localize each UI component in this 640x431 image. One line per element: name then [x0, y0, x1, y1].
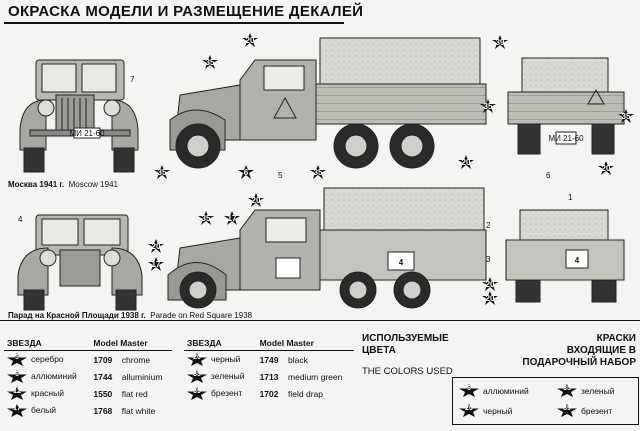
star-callout-20-top: [242, 33, 258, 47]
table2-head-star: ЗВЕЗДА: [184, 336, 257, 351]
svg-text:20: 20: [485, 280, 495, 289]
svg-text:35: 35: [157, 168, 167, 177]
svg-text:20: 20: [485, 294, 495, 303]
rear-view-parade: [506, 210, 624, 302]
table1-head-mm: Model Master: [90, 336, 172, 351]
callout-3: 3: [486, 255, 491, 264]
star-badge-icon: 39: [557, 404, 577, 417]
svg-text:20: 20: [151, 242, 161, 251]
star-callout-35-side: [310, 165, 326, 179]
table1-head-star: ЗВЕЗДА: [4, 336, 90, 351]
svg-text:35: 35: [313, 168, 323, 177]
callout-4-front: 4: [18, 215, 23, 224]
svg-text:20: 20: [461, 158, 471, 167]
svg-text:17: 17: [227, 214, 237, 223]
side-number: 4: [398, 258, 404, 267]
svg-text:35: 35: [205, 58, 215, 67]
callout-6-rear: 6: [546, 171, 551, 180]
star-callout-20-b4: [482, 291, 498, 305]
used-colors-en: THE COLORS USED: [362, 366, 453, 377]
svg-text:20: 20: [601, 164, 611, 173]
table-row: 17 белый 1768 flat white: [4, 402, 172, 419]
star-badge-icon: 20: [459, 404, 479, 417]
table-row: 35 зеленый 1713 medium green: [184, 368, 354, 385]
svg-text:17: 17: [151, 260, 161, 269]
caption-parade: Парад на Красной Площади 1938 г. Parade on Red Square 1938: [8, 311, 253, 320]
paint-table-2: [184, 336, 354, 402]
svg-text:20: 20: [251, 196, 261, 205]
star-badge-icon: 17: [7, 404, 27, 417]
front-view-moscow: [20, 60, 138, 172]
star-callout-35-top: [202, 55, 218, 69]
star-badge-icon: 5: [7, 353, 27, 366]
table2-head-mm: Model Master: [257, 336, 354, 351]
table-row: 20 черный 1749 black: [184, 351, 354, 369]
star-badge-icon: 20: [187, 353, 207, 366]
svg-text:35: 35: [201, 214, 211, 223]
star-callout-20-rear: [598, 161, 614, 175]
list-item: 6 аллюминий: [459, 384, 529, 397]
table-row: 12 красный 1550 flat red: [4, 385, 172, 402]
side-view-parade: [168, 188, 486, 308]
table-row: 39 брезент 1702 field drap: [184, 385, 354, 402]
list-item: 39 брезент: [557, 404, 612, 417]
star-callout-6-top: [238, 165, 254, 179]
star-callout-35-bottom: [154, 165, 170, 179]
rear-number: 4: [574, 256, 580, 265]
callout-2: 2: [486, 221, 491, 230]
svg-text:39: 39: [495, 38, 505, 47]
caption-moscow: Москва 1941 г. Moscow 1941: [8, 180, 118, 189]
star-callout-39-top: [492, 35, 508, 49]
table-row: 6 аллюминий 1744 alluminium: [4, 368, 172, 385]
star-badge-icon: 39: [187, 387, 207, 400]
front-view-parade: [18, 215, 142, 310]
list-item: 20 черный: [459, 404, 512, 417]
star-callout-35-b: [198, 211, 214, 225]
divider: [0, 320, 640, 321]
used-colors-ru-1: ИСПОЛЬЗУЕМЫЕ: [362, 333, 449, 344]
used-colors-ru-2: ЦВЕТА: [362, 345, 396, 356]
svg-text:6: 6: [243, 168, 249, 177]
paint-table-1: [4, 336, 172, 419]
star-callout-20-b2: [148, 239, 164, 253]
callout-7: 7: [130, 75, 135, 84]
svg-text:35: 35: [483, 102, 493, 111]
front-plate-top: МИ 21-60: [69, 129, 105, 138]
svg-text:35: 35: [621, 112, 631, 121]
star-badge-icon: 35: [557, 384, 577, 397]
list-item: 35 зеленый: [557, 384, 615, 397]
callout-1: 1: [568, 193, 573, 202]
side-view-moscow: [170, 38, 486, 168]
star-badge-icon: 6: [7, 370, 27, 383]
gift-set-box: [452, 377, 639, 425]
star-callout-17-b2: [148, 257, 164, 271]
star-badge-icon: 12: [7, 387, 27, 400]
table-row: 5 серебро 1709 chrome: [4, 351, 172, 369]
gift-set-heading: КРАСКИ ВХОДЯЩИЕ В ПОДАРОЧНЫЙ НАБОР: [522, 333, 636, 368]
svg-text:20: 20: [245, 36, 255, 45]
star-badge-icon: 6: [459, 384, 479, 397]
page-title: ОКРАСКА МОДЕЛИ И РАЗМЕЩЕНИЕ ДЕКАЛЕЙ: [8, 3, 364, 20]
callout-5-top: 5: [278, 171, 283, 180]
star-badge-icon: 35: [187, 370, 207, 383]
star-callout-20-side: [458, 155, 474, 169]
star-callout-20-b1: [248, 193, 264, 207]
star-callout-17-b1: [224, 211, 240, 225]
rear-plate-top: МИ 21-60: [548, 134, 584, 143]
